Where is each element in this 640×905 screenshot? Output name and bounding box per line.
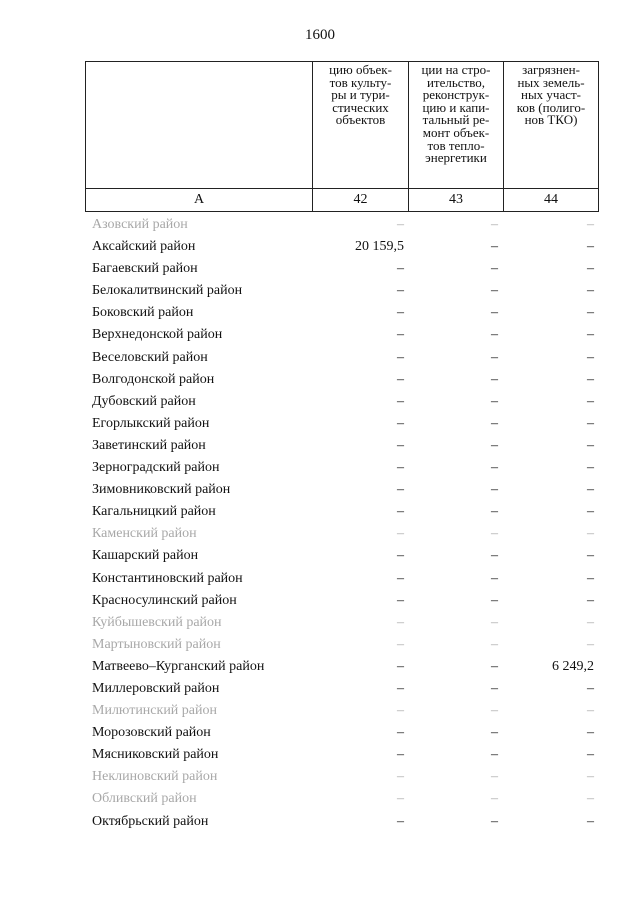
value-col-43: – [491,482,498,498]
value-col-42: – [397,791,404,807]
value-col-42: – [397,393,404,409]
value-col-43: – [491,526,498,542]
district-name: Матвеево–Курганский район [92,658,265,674]
table-row [85,369,601,391]
value-col-44: – [587,747,594,763]
table-row [85,634,601,656]
district-name: Куйбышевский район [92,614,222,630]
district-name: Константиновский район [92,570,243,586]
value-col-43: – [491,813,498,829]
value-col-43: – [491,703,498,719]
column-number-44: 44 [504,189,599,212]
header-cell-43 [409,62,504,189]
value-col-44: – [587,504,594,520]
value-col-44: – [587,371,594,387]
column-number-42: 42 [313,189,409,212]
value-col-42: – [397,526,404,542]
district-name: Веселовский район [92,349,208,365]
value-col-44: – [587,592,594,608]
table-row [85,413,601,435]
header-line: ительство, [426,74,486,90]
header-line: ков (полиго- [516,99,586,115]
value-col-43: – [491,548,498,564]
column-number-a: А [86,189,313,212]
value-col-44: – [587,217,594,232]
table-row [85,656,601,678]
table-row [85,214,601,236]
value-col-43: – [491,614,498,630]
value-col-44: – [587,349,594,365]
value-col-43: – [491,725,498,741]
value-col-42: – [397,217,404,232]
value-col-43: – [491,239,498,255]
header-line: стических [332,99,389,115]
table-row [85,501,601,523]
value-col-43: – [491,769,498,785]
district-name: Верхнедонской район [92,327,223,343]
value-col-44: – [587,548,594,564]
table-row [85,258,601,280]
value-col-42: – [397,261,404,277]
value-col-44: – [587,305,594,321]
value-col-42: – [397,769,404,785]
district-name: Заветинский район [92,437,206,453]
value-col-44: – [587,769,594,785]
value-col-44: – [587,261,594,277]
district-name: Азовский район [92,217,188,232]
value-col-42: – [397,415,404,431]
district-name: Октябрьский район [92,813,209,829]
header-line: ных участ- [520,87,582,103]
value-col-42: – [397,371,404,387]
district-name: Красносулинский район [92,592,237,608]
table-row [85,479,601,501]
value-col-44: – [587,437,594,453]
table-row [85,457,601,479]
value-col-42: – [397,747,404,763]
district-name: Белокалитвинский район [92,283,243,299]
value-col-42: 20 159,5 [355,239,404,255]
table-row [85,766,601,788]
value-col-43: – [491,261,498,277]
value-col-42: – [397,283,404,299]
header-line: загрязнен- [522,62,580,77]
value-col-44: – [587,680,594,696]
value-col-44: – [587,482,594,498]
value-col-42: – [397,482,404,498]
value-col-42: – [397,504,404,520]
table-row [85,236,601,258]
table-row [85,280,601,302]
table-header [85,61,599,212]
table-row [85,678,601,700]
value-col-43: – [491,747,498,763]
table-row [85,545,601,567]
district-name: Миллеровский район [92,680,220,696]
value-col-44: – [587,526,594,542]
district-name: Обливский район [92,791,197,807]
value-col-42: – [397,813,404,829]
district-name: Кашарский район [92,548,199,564]
value-col-44: – [587,415,594,431]
district-name: Мясниковский район [92,747,219,763]
table-row [85,788,601,810]
header-line: цию объек- [329,62,392,77]
table-row [85,811,601,833]
header-line: монт объек- [422,124,490,140]
value-col-43: – [491,349,498,365]
value-col-42: – [397,437,404,453]
column-number-43: 43 [409,189,504,212]
value-col-43: – [491,460,498,476]
district-name: Аксайский район [92,239,196,255]
header-line: тов тепло- [427,137,485,153]
table-row [85,324,601,346]
table-row [85,700,601,722]
value-col-42: – [397,327,404,343]
district-name: Зерноградский район [92,460,220,476]
table-row [85,590,601,612]
column-number-row [86,189,599,212]
value-col-44: – [587,703,594,719]
district-name: Егорлыкский район [92,415,210,431]
value-col-42: – [397,592,404,608]
table-row [85,435,601,457]
header-line: тальный ре- [422,112,490,128]
table-row [85,568,601,590]
value-col-42: – [397,636,404,652]
district-name: Зимовниковский район [92,482,231,498]
district-name: Багаевский район [92,261,198,277]
value-col-43: – [491,305,498,321]
header-line: нов ТКО) [524,112,578,128]
value-col-42: – [397,703,404,719]
value-col-43: – [491,570,498,586]
page-number: 1600 [305,27,335,43]
value-col-44: – [587,327,594,343]
value-col-44: – [587,725,594,741]
value-col-44: – [587,239,594,255]
table-row [85,347,601,369]
header-line: энергетики [425,150,487,166]
table-row [85,612,601,634]
value-col-44: – [587,283,594,299]
value-col-42: – [397,349,404,365]
value-col-43: – [491,371,498,387]
value-col-43: – [491,636,498,652]
table-row [85,302,601,324]
value-col-42: – [397,614,404,630]
district-name: Мартыновский район [92,636,221,652]
value-col-43: – [491,504,498,520]
header-cell-name [86,62,313,189]
value-col-43: – [491,217,498,232]
value-col-43: – [491,393,498,409]
header-line: тов культу- [329,74,392,90]
district-name: Дубовский район [92,393,196,409]
value-col-43: – [491,327,498,343]
value-col-44: 6 249,2 [552,658,594,674]
value-col-42: – [397,570,404,586]
header-cell-44 [504,62,599,189]
value-col-43: – [491,437,498,453]
table-row [85,722,601,744]
value-col-44: – [587,791,594,807]
district-name: Морозовский район [92,725,211,741]
value-col-42: – [397,658,404,674]
district-name: Кагальницкий район [92,504,216,520]
header-row [86,62,599,189]
value-col-43: – [491,791,498,807]
table-body [85,214,601,833]
value-col-42: – [397,725,404,741]
value-col-43: – [491,680,498,696]
value-col-44: – [587,636,594,652]
header-line: ры и тури- [331,87,390,103]
table-row [85,391,601,413]
header-line: ции на стро- [421,62,491,77]
value-col-44: – [587,614,594,630]
header-line: объектов [335,112,386,128]
header-line: реконструк- [422,87,490,103]
district-name: Каменский район [92,526,197,542]
header-line: ных земель- [517,74,585,90]
value-col-44: – [587,460,594,476]
value-col-42: – [397,548,404,564]
table-row [85,744,601,766]
value-col-42: – [397,460,404,476]
value-col-42: – [397,305,404,321]
value-col-44: – [587,813,594,829]
value-col-43: – [491,283,498,299]
district-name: Волгодонской район [92,371,215,387]
value-col-42: – [397,680,404,696]
header-line: цию и капи- [422,99,490,115]
value-col-43: – [491,415,498,431]
table-row [85,523,601,545]
value-col-44: – [587,393,594,409]
value-col-43: – [491,592,498,608]
district-name: Неклиновский район [92,769,218,785]
value-col-44: – [587,570,594,586]
header-cell-42 [313,62,409,189]
district-name: Милютинский район [92,703,218,719]
value-col-43: – [491,658,498,674]
district-name: Боковский район [92,305,194,321]
